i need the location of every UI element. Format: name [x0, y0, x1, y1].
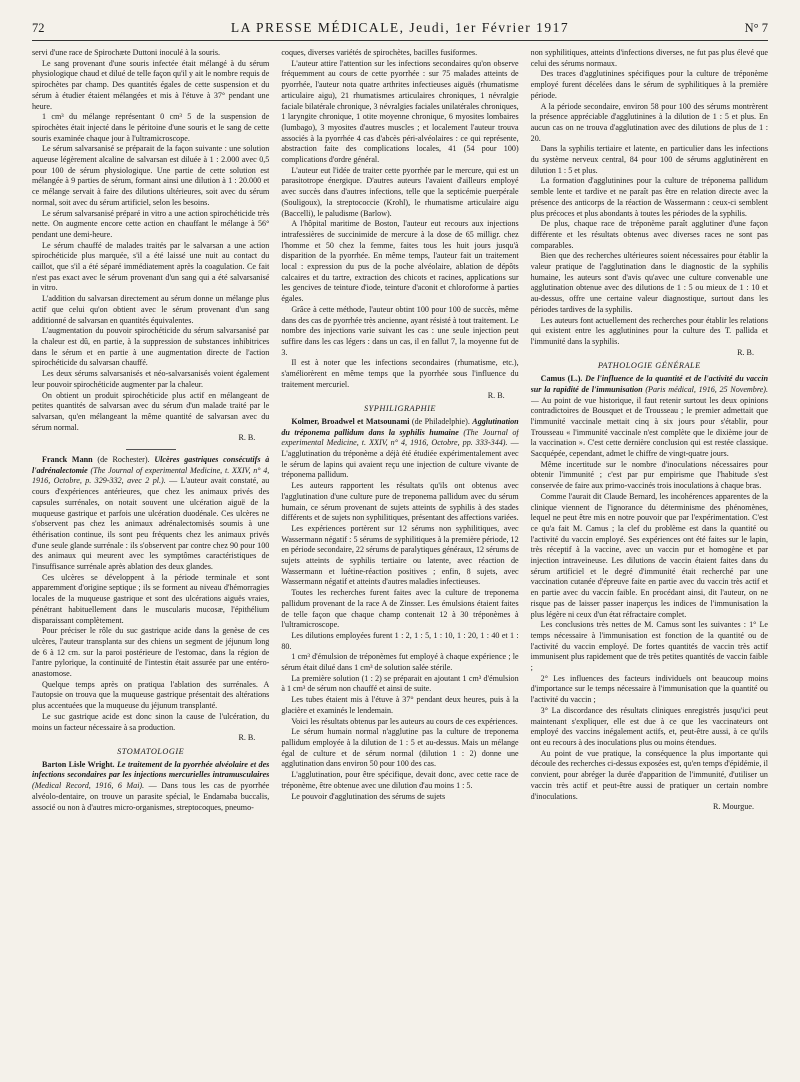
paragraph: Les dilutions employées furent 1 : 2, 1 : 5, 1 : 10, 1 : 20, 1 : 40 et 1 : 80. — [281, 630, 519, 651]
journal-title: LA PRESSE MÉDICALE, Jeudi, 1er Février 1917 — [230, 20, 570, 35]
article-kolmer — [281, 417, 518, 481]
paragraph: Au point de vue pratique, la conséquence la plus importante qui découle des recherches ci-dessus exposées est, qu'en temps d'épidémie, il convient, pour abréger la durée d'apparition de l'immunité, d'utiliser un vaccin très actif et peut-être aussi de pratiquer un certain nombre d'inoculations. — [530, 748, 768, 801]
section-heading: SYPHILIGRAPHIE — [364, 404, 436, 414]
article-source: (The Journal of experimental Medicine, t. XXIV, n° 4, 1916, Octobre, pp. 333-344). — [281, 427, 519, 448]
paragraph: L'addition du salvarsan directement au sérum donne un mélange plus actif que celui qu'on obtient avec le sérum provenant d'un sang additionné de salvarsan en quantités équivalentes. — [32, 294, 270, 325]
paragraph: Grâce à cette méthode, l'auteur obtint 100 pour 100 de succès, même dans des cas de pyorrhée très ancienne, ayant résisté à tout traitement. Le nombre des injections varie suivant les cas : une seule injection peut suffire dans les cas légers : dans un cas, il en fallut 7, la moyenne fut de 3. — [281, 304, 519, 357]
article-author: Barton Lisle Wright. — [42, 759, 115, 769]
signature: R. B. — [737, 347, 754, 357]
paragraph: 1 cm³ d'émulsion de tréponèmes fut employé à chaque expérience ; le sérum était dilué dans 1 cm³ de solution salée stérile. — [281, 652, 519, 673]
paragraph: L'agglutination, pour être spécifique, devait donc, avec cette race de tréponème, être obtenue avec une dilution d'au moins 1 : 5. — [281, 770, 519, 790]
article-title: De l'influence de la quantité et de l'activité du vaccin sur la rapidité de l'immunisation — [530, 374, 768, 394]
paragraph: Le sang provenant d'une souris infectée était mélangé à du sérum physiologique chaud et dilué de telle façon qu'il y ait le nombre requis de spirochètes par champ. Des quantités égales de cette suspension et du sérum à étudier étaient mélangées et mis à l'étuve à 37° pendant une heure. — [32, 58, 270, 111]
paragraph: Quelque temps après on pratiqua l'ablation des surrénales. A l'autopsie on trouva que la muqueuse gastrique présentait des altérations plus accentuées que la muqueuse du jéjunum transplanté. — [32, 679, 270, 711]
article-lead: — L'auteur avait constaté, au cours d'expériences antérieures, que chez les animaux privés des capsules surrénales, on notait souvent une ulcération aiguë de la muqueuse gastrique et parfois une ulcération duodénale. Ces ulcères ne s'observent pas chez les animaux adrénalectomisés soumis à une éthérisation continue, ils sont peu fréquents chez les animaux privés d'une seule glande surrénale : ils s'observent par contre chez 90 pour 100 des animaux qui meurent avec les symptômes caractéristiques de l'insuffisance surrénale après ablation des deux glandes. — [32, 476, 270, 572]
paragraph: 2° Les influences des facteurs individuels ont beaucoup moins d'importance sur le temps nécessaire à l'immunisation que la quantité ou l'activité du vaccin ; — [530, 673, 768, 705]
paragraph: A l'hôpital maritime de Boston, l'auteur eut recours aux injections intrafessières de succinimide de mercure à la dose de 65 milligr. chez l'homme et 50 chez la femme, faites tous les huit jours jusqu'à disparition de la pyorrhée. En même temps, l'auteur fait un traitement local : expression du pus de la poche alvéolaire, ablation de dépôts calcaires et du tartre, extraction des chicots et racines, applications sur les gencives de teinture d'iode, teinture d'aconit et chloroforme à parties égales. — [281, 219, 519, 304]
article-lead: — L'agglutination du tréponème a déjà été étudiée expérimentalement avec le sérum de lapins qui avaient reçu une injection de culture vivante de tréponema pallidum. — [281, 438, 519, 480]
paragraph: Les conclusions très nettes de M. Camus sont les suivantes : 1° Le temps nécessaire à l'immunisation est fonction de la quantité ou de l'activité du vaccin employé. De fortes quantités de vaccin très actif immunisent plus rapidement que de très petites quantités de vaccin faible ; — [530, 620, 768, 673]
article-author: Kolmer, Broadwel et Matsounami — [291, 416, 410, 426]
article-source: (The Journal of experimental Medicine, t. XXIV, n° 4, 1916, Octobre, p. 329-332, avec 2 pl.). — [32, 465, 270, 486]
signature: R. Mourgue. — [712, 802, 754, 812]
section-heading: PATHOLOGIE GÉNÉRALE — [597, 361, 701, 371]
paragraph: Le sérum salvarsanisé se préparait de la façon suivante : une solution aqueuse légèrement alcaline de salvarsan est diluée à 1 : 2.000 avec 0,5 pour 100 de sérum physiologique. Une partie de cette solution est mélangée à 9 parties de sérum, formant ainsi une dilution à 1 : 20.000 et ce mélange servait à faire des dilutions ultérieures, soit avec du sérum normal, soit avec du sérum artificiel, selon les besoins. — [32, 144, 270, 207]
article-camus — [531, 374, 768, 460]
article-author: Franck Mann — [42, 455, 93, 465]
article-wright — [32, 760, 269, 814]
paragraph: Le pouvoir d'agglutination des sérums de sujets — [291, 791, 446, 801]
article-lead: — Au point de vue historique, il faut retenir surtout les deux opinions contradictoires de Bousquet et de Trousseau ; le premier admettait que l'immunité vaccinale mettait cinq à six jours pour s'établir, pour Trousseau « l'immunité vaccinale n'est complète que le dixième jour de la vaccination ». C'est cette dernière conclusion qui est restée classique. Sacquépée, cependant, admet le chiffre de vingt-quatre jours. — [530, 395, 768, 459]
paragraph: Les expériences portèrent sur 12 sérums non syphilitiques, avec Wassermann négatif : 5 sérums de syphilitiques à la première période, 12 en période secondaire, 22 sérums de paralytiques généraux, 12 sérums de sujets atteints de syphilis tertiaire ou latente, avec réaction de Wassermann et luétine-réaction positives ; enfin, 8 sujets, avec Wassermann négatif et atteints d'autres maladies infectieuses. — [281, 523, 519, 587]
signature: R. B. — [487, 390, 505, 400]
column-1 — [32, 48, 269, 1076]
paragraph: L'auteur attire l'attention sur les infections secondaires qu'on observe fréquemment au cours de cette pyorrhée : sur 75 malades atteints de pyorrhée, l'auteur nota quatre arthrites infectieuses aiguës (rhumatisme articulaire aigu), 21 rhumatismes articulaires chroniques, 1 névralgie faciale bilatérale chronique, 3 névralgies faciales unilatérales chroniques, 1 laryngite chronique, 1 otite moyenne chronique, 6 myosites lombaires (lumbago), 3 myosites d'autres muscles ; et localement l'auteur trouva associés à la pyorrhée 4 cas d'abcès péri-alvéolaires : ce qui représente, abstraction faite des complications locales, 41 (54 pour 100) complications d'ordre général. — [281, 58, 519, 165]
paragraph: Les tubes étaient mis à l'étuve à 37° pendant deux heures, puis à la glacière et examinés le lendemain. — [281, 695, 519, 715]
paragraph: L'auteur eut l'idée de traiter cette pyorrhée par le mercure, qui est un parasitotrope énergique. D'autres auteurs l'avaient d'ailleurs employé avec succès dans d'autres infections, telle que la septicémie puerpérale (Souligoux), la streptococcie (Krohl), le rhumatisme articulaire aigu (Baccelli), le paludisme (Barlow). — [281, 165, 519, 218]
paragraph: Le suc gastrique acide est donc sinon la cause de l'ulcération, du moins un facteur nécessaire à sa production. — [32, 711, 270, 732]
signature: R. B. — [238, 733, 256, 743]
paragraph: Bien que des recherches ultérieures soient nécessaires pour établir la valeur pratique de l'agglutination dans le diagnostic de la syphilis humaine, les auteurs sont d'avis qu'avec une culture convenable une agglutination obtenue avec des dilutions de 1 : 5 ou mieux de 1 : 10 et au-dessus, offre une certaine valeur diagnostique, surtout dans les périodes tardives de la syphilis. — [530, 251, 768, 314]
paragraph: De plus, chaque race de tréponème paraît agglutiner d'une façon différente et les résultats obtenus avec diverses races ne sont pas comparables. — [530, 219, 768, 250]
paragraph: 3° La discordance des résultats cliniques enregistrés jusqu'ici peut maintenant s'expliquer, elle est due à ce que les vaccinateurs ont employé des vaccins inégalement actifs, et, peut-être aussi, à ce qu'ils ont eu recours à des inoculations plus ou moins étendues. — [530, 705, 768, 747]
paragraph: On obtient un produit spirochéticide plus actif en mélangeant de petites quantités de salvarsan avec du sérum d'un malade traité par le salvarsan, qu'en mélangeant la même quantité de salvarsan avec du sérum normal. — [32, 390, 270, 432]
article-title: Ulcères gastriques consécutifs à l'adrénalectomie — [32, 455, 270, 475]
paragraph: Même incertitude sur le nombre d'inoculations nécessaires pour obtenir l'immunité ; c'est par pur empirisme que l'habitude s'est conservée de faire aux primo-vaccinés trois inoculations à chaque bras. — [530, 459, 768, 491]
article-separator — [126, 449, 176, 450]
article-title: Le traitement de la pyorrhée alvéolaire et des infections secondaires par les injections mercurielles intramusculaires — [32, 759, 270, 780]
column-2 — [281, 48, 518, 1076]
paragraph: Les deux sérums salvarsanisés et néo-salvarsanisés voient également leur pouvoir spirochéticide augmenter par la chaleur. — [32, 369, 270, 389]
paragraph: Il est à noter que les infections secondaires (rhumatisme, etc.), s'améliorèrent en même temps que la pyorrhée sous l'influence du traitement mercuriel. — [281, 358, 519, 389]
article-source: (Paris médical, 1916, 25 Novembre). — [645, 384, 768, 394]
paragraph: Pour préciser le rôle du suc gastrique acide dans la genèse de ces ulcères, l'auteur transplanta sur des chiens un segment de jéjunum long de 6 à 12 cm. sur la paroi postérieure de l'estomac, dans la région de l'antre pylorique, la continuité de l'intestin était assurée par une entéro-anastomose. — [32, 626, 270, 679]
paragraph: Le sérum chauffé de malades traités par le salvarsan a une action spirochéticide plus marquée, s'il a été laissé une nuit au contact du caillot, que s'il a été séparé immédiatement après la coagulation. Ce fait n'est pas exact avec le sérum provenant d'un sang qui a été salvarsanisé in vitro. — [32, 240, 270, 293]
paragraph: Le sérum salvarsanisé préparé in vitro a une action spirochéticide très nette. On augmente encore cette action en chauffant le mélange à 56° pendant une demi-heure. — [32, 208, 270, 239]
section-heading: STOMATOLOGIE — [117, 747, 185, 756]
paragraph: A la période secondaire, environ 58 pour 100 des sérums montrèrent la présence appréciable d'agglutinines à la dilution de 1 : 5 et plus. En aucun cas on ne trouva d'agglutination avec des dilutions de plus de 1 : 20. — [530, 101, 768, 143]
paragraph: Les auteurs rapportent les résultats qu'ils ont obtenus avec l'agglutination d'une culture pure de treponema pallidum avec du sérum humain, ce sérum provenant de sujets atteints de syphilis à des stades différents et de sujets non syphilitiques, présentant des affections variées. — [281, 481, 519, 523]
article-title: Agglutination du tréponema pallidum dans la syphilis humaine — [281, 416, 519, 437]
issue-number: N° 7 — [744, 21, 768, 35]
article-mann — [32, 455, 269, 573]
column-3 — [531, 48, 768, 1076]
paragraph: Le sérum humain normal n'agglutine pas la culture de treponema pallidum employée à la dilution de 1 : 5 et au-dessus. Mais un mélange égal de culture et de sérum normal (dilution 1 : 2) donne une agglutination dans environ 50 pour 100 des cas. — [281, 727, 519, 769]
paragraph: servi d'une race de Spirochæte Duttoni inoculé à la souris. — [32, 48, 221, 57]
paragraph: non syphilitiques, atteints d'infections diverses, ne fut pas plus élevé que celui des sérums normaux. — [530, 48, 768, 68]
paragraph: Les auteurs font actuellement des recherches pour établir les relations qui existent entre les agglutinines pour la culture des T. pallida et l'immunité dans la syphilis. — [530, 315, 768, 346]
article-lead: — Dans tous les cas de pyorrhée alvéolo-dentaire, on trouve un parasite spécial, le Endamaba buccalis, associé ou non à d'autres micro-organismes, streptocoques, pneumo- — [32, 781, 270, 812]
article-affiliation: (de Rochester). — [97, 455, 150, 465]
signature: R. B. — [238, 433, 256, 443]
page-header — [32, 20, 768, 36]
paragraph: La première solution (1 : 2) se préparait en ajoutant 1 cm³ d'émulsion à 1 cm³ de sérum non chauffé et ainsi de suite. — [281, 673, 519, 694]
paragraph: L'augmentation du pouvoir spirochéticide du sérum salvarsanisé par la chaleur est dû, en partie, à la suppression de substances inhibitrices dans le sérum et en partie à une augmentation directe de l'action spirochéticide du salvarsan chauffé. — [32, 326, 270, 368]
page-number: 72 — [32, 21, 45, 35]
paragraph: La formation d'agglutinines pour la culture de tréponema pallidum semble lente et tardive et ne paraît pas être en relation directe avec la présence des anticorps de la réaction de Wassermann : ceux-ci semblent plus précoces et plus abondants à toutes les périodes de la syphilis. — [530, 176, 768, 218]
paragraph: 1 cm³ du mélange représentant 0 cm³ 5 de la suspension de spirochètes était injecté dans le péritoine d'une souris et le sang de cette souris examinée chaque jour à l'ultramicroscope. — [32, 112, 270, 143]
text-columns — [32, 48, 768, 1076]
header-rule — [32, 40, 768, 41]
paragraph: coques, diverses variétés de spirochètes, bacilles fusiformes. — [281, 48, 478, 57]
paragraph: Voici les résultats obtenus par les auteurs au cours de ces expériences. — [291, 716, 518, 726]
article-author: Camus (L.). — [540, 374, 583, 384]
paragraph: Dans la syphilis tertiaire et latente, en particulier dans les infections du système nerveux central, 84 pour 100 de sérums agglutinèrent en dilution 1 : 5 et plus. — [530, 144, 768, 175]
paragraph: Comme l'aurait dit Claude Bernard, les incohérences apparentes de la clinique viennent de l'ignorance du déterminisme des phénomènes, lequel ne peut être mis en notre pouvoir que par l'expérimentation. C'est ce qu'a fait M. Camus ; la clef du problème est dans la quantité ou l'activité du vaccin employé. Ses expériences ont été faites sur le lapin, très réceptif à la vaccine, avec un vaccin pur et homogène et par injection intraveineuse. Les dilutions de vaccin étaient faites dans du sérum artificiel et le degré d'immunité était recherché par une vaccination cutanée d'épreuve faite en partie avec du vaccin très actif et en partie avec du vaccin faible. En procédant ainsi, dit l'auteur, on ne risque pas de laisser passer inaperçus les indices de l'immunisation la plus légère ni ceux d'un état réfractaire complet. — [530, 491, 768, 619]
paragraph: Toutes les recherches furent faites avec la culture de treponema pallidum provenant de la race A de Zinsser. Les émulsions étaient faites de telle façon que chaque champ contenait 12 à 30 tréponèmes à l'ultramicroscope. — [281, 588, 519, 630]
article-affiliation: (de Philadelphie). — [411, 416, 470, 426]
paragraph: Ces ulcères se développent à la période terminale et sont apparemment d'origine septique ; ils se forment au niveau d'hémorragies locales de la muqueuse gastrique et sont des ulcérations aiguës vraies, pénétrant habituellement dans le muscularis mucosæ, l'épithélium disparaissant complètement. — [32, 572, 270, 625]
paragraph: Des traces d'agglutinines spécifiques pour la culture de tréponème employé furent décelées dans le sérum de syphilitiques à la première période. — [530, 69, 768, 100]
article-source: (Medical Record, 1916, 6 Mai). — [32, 781, 145, 791]
